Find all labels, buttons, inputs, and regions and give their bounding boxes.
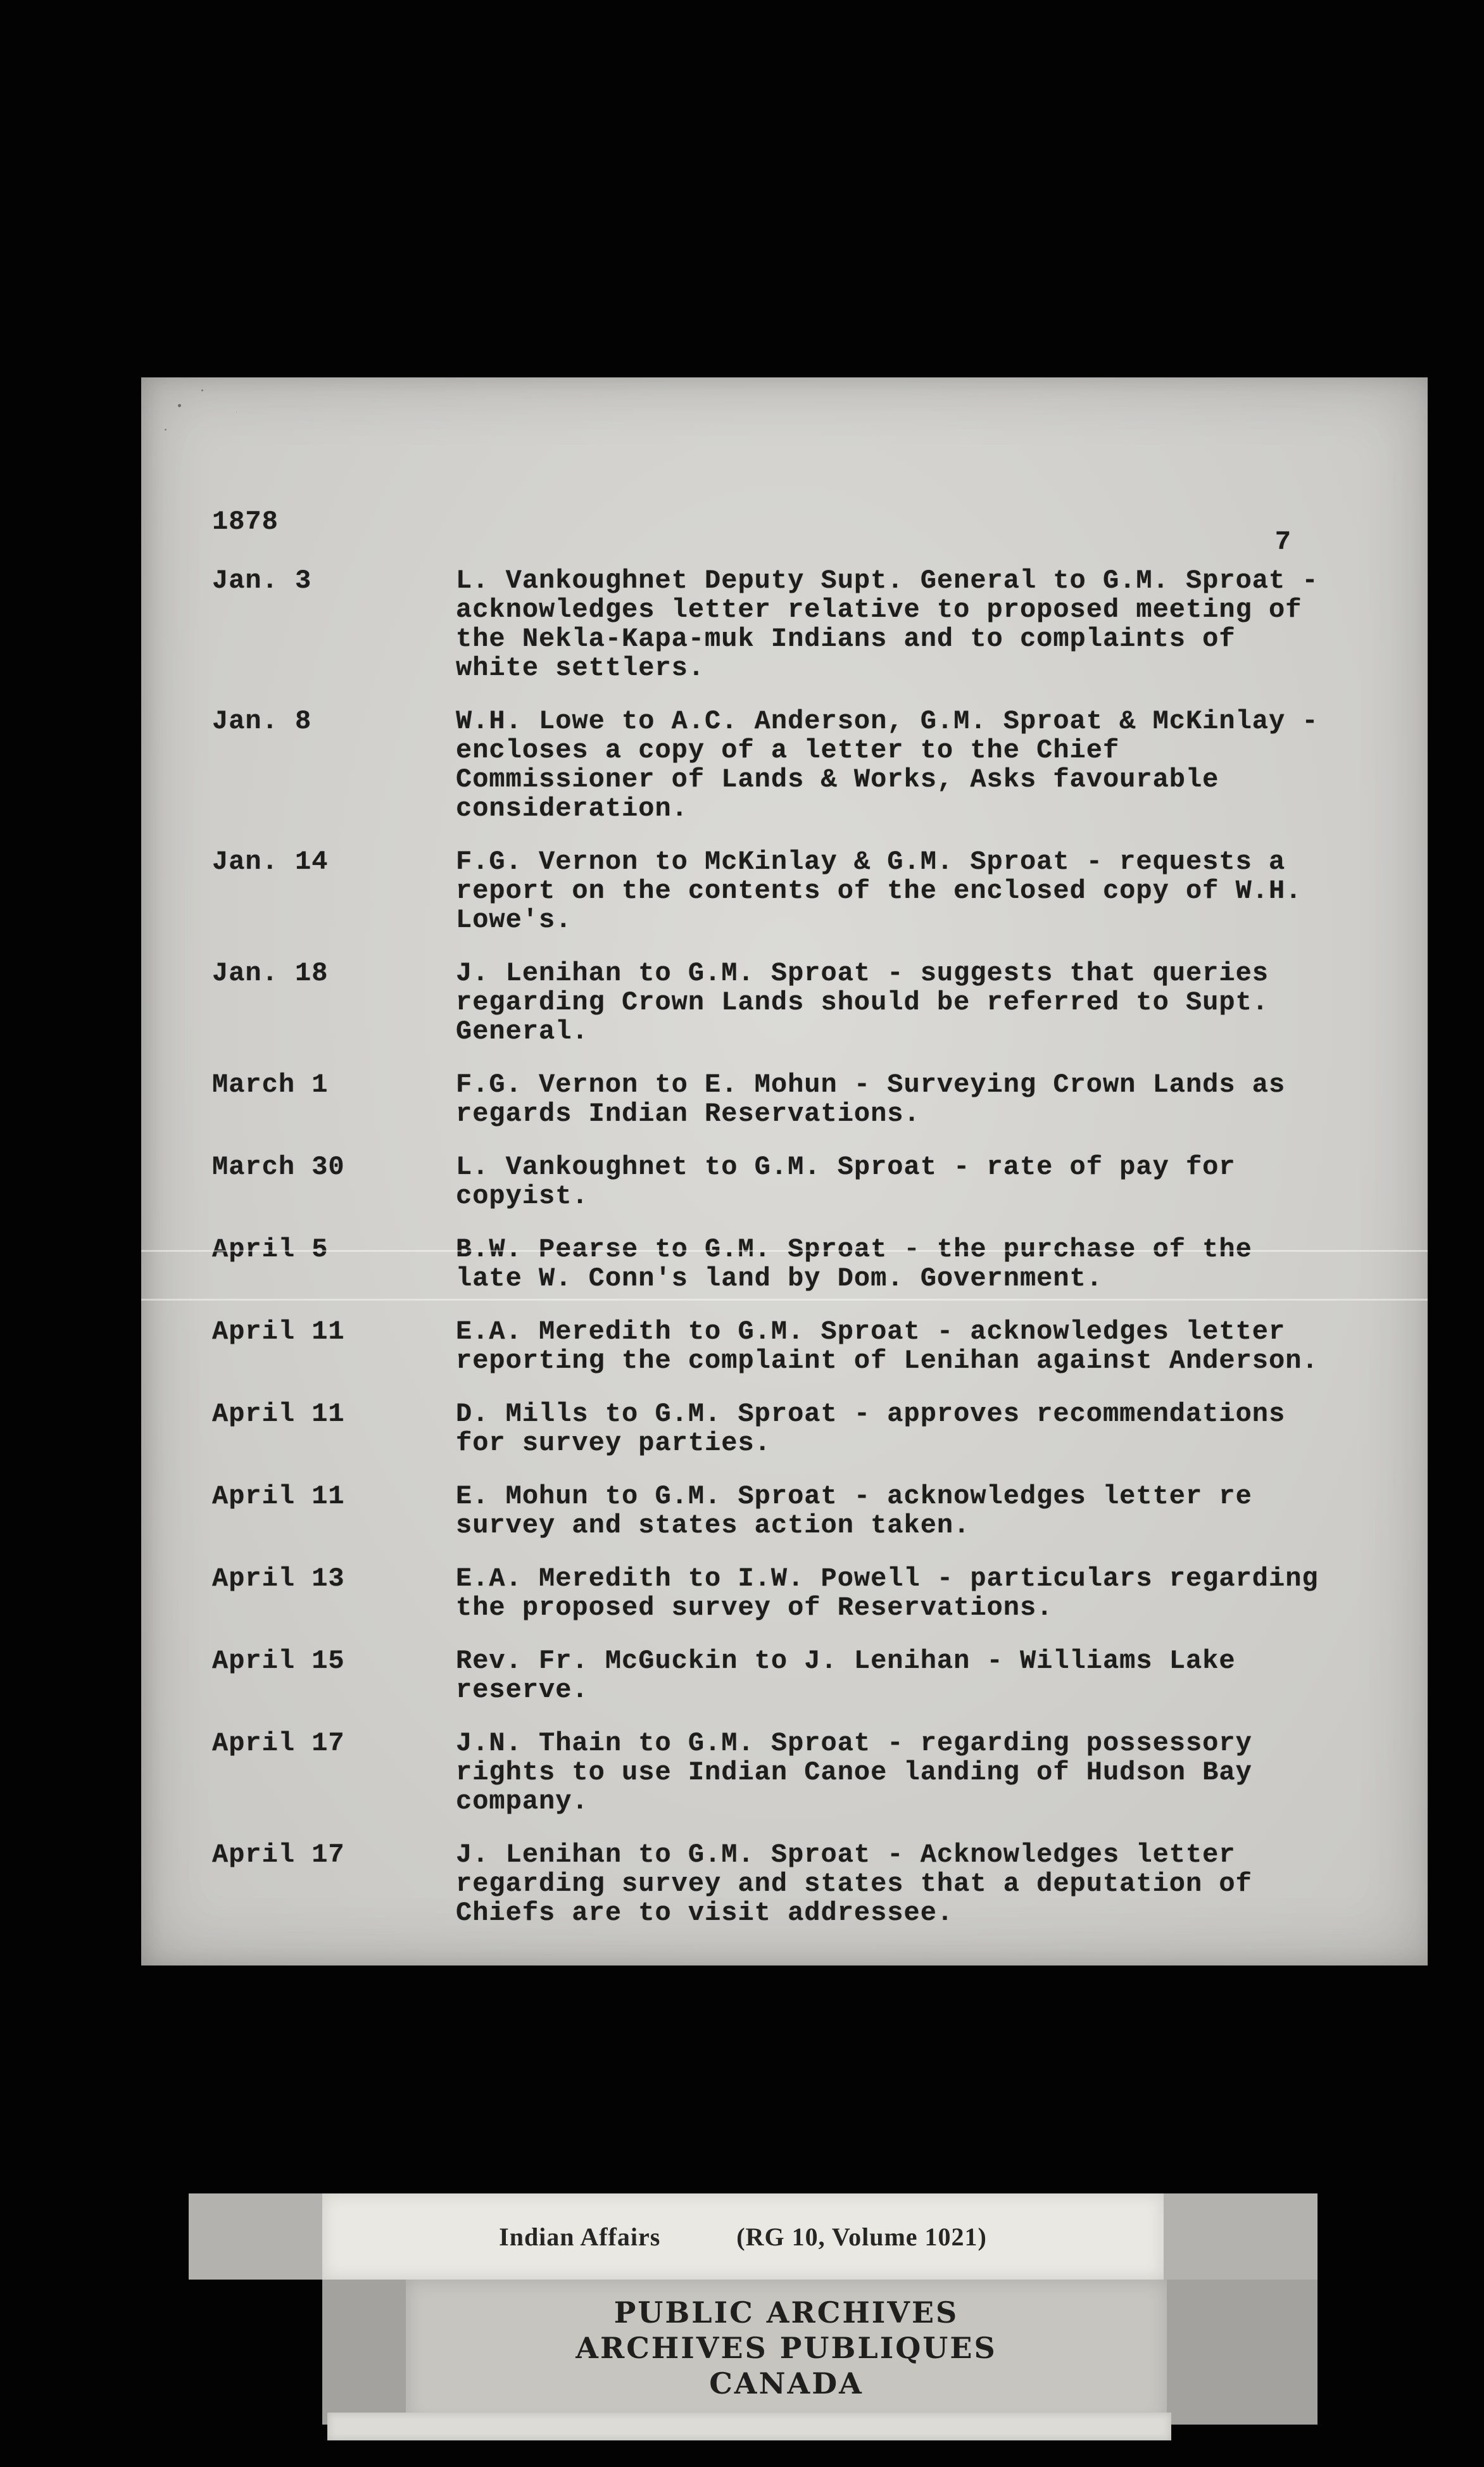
year-heading: 1878 bbox=[212, 507, 279, 537]
dust-specks bbox=[178, 404, 181, 407]
entry-date: April 13 bbox=[212, 1563, 345, 1594]
catalog-entry bbox=[212, 707, 1368, 823]
catalog-entry bbox=[212, 847, 1368, 935]
catalog-entry bbox=[212, 959, 1368, 1046]
document-page bbox=[141, 377, 1428, 1965]
page-header bbox=[212, 507, 1368, 557]
entry-date: April 5 bbox=[212, 1234, 329, 1265]
catalog-entry bbox=[212, 1399, 1368, 1458]
correspondence-entry-list bbox=[212, 566, 1368, 1928]
entry-date: Jan. 18 bbox=[212, 958, 329, 988]
catalog-entry bbox=[212, 1235, 1368, 1293]
catalog-entry bbox=[212, 1564, 1368, 1622]
entry-description: F.G. Vernon to McKinlay & G.M. Sproat - requests a report on the contents of the enclosed copy of W.H. Lowe's. bbox=[456, 847, 1302, 935]
entry-date: April 15 bbox=[212, 1646, 345, 1676]
entry-description: E.A. Meredith to I.W. Powell - particulars regarding the proposed survey of Reservations. bbox=[456, 1563, 1319, 1623]
entry-description: F.G. Vernon to E. Mohun - Surveying Crown Lands as regards Indian Reservations. bbox=[456, 1069, 1286, 1129]
archive-line: CANADA bbox=[709, 2366, 864, 2401]
entry-description: J.N. Thain to G.M. Sproat - regarding possessory rights to use Indian Canoe landing of Hudson Bay company. bbox=[456, 1728, 1252, 1817]
archive-label-strip bbox=[189, 2193, 1317, 2280]
catalog-entry bbox=[212, 1070, 1368, 1128]
entry-description: Rev. Fr. McGuckin to J. Lenihan - Williams Lake reserve. bbox=[456, 1646, 1236, 1705]
archive-stamp-strip bbox=[322, 2280, 1317, 2425]
catalog-entry bbox=[212, 1482, 1368, 1540]
entry-date: April 17 bbox=[212, 1839, 345, 1870]
entry-date: April 11 bbox=[212, 1481, 345, 1511]
archive-stamp-card bbox=[406, 2280, 1167, 2425]
entry-date: Jan. 14 bbox=[212, 847, 329, 877]
entry-description: J. Lenihan to G.M. Sproat - suggests that queries regarding Crown Lands should be referred to Supt. General. bbox=[456, 958, 1269, 1047]
collection-label-card bbox=[322, 2193, 1164, 2280]
reference-label: (RG 10, Volume 1021) bbox=[736, 2222, 987, 2251]
entry-description: E. Mohun to G.M. Sproat - acknowledges letter re survey and states action taken. bbox=[456, 1481, 1252, 1541]
entry-description: D. Mills to G.M. Sproat - approves recommendations for survey parties. bbox=[456, 1399, 1286, 1458]
catalog-entry bbox=[212, 1317, 1368, 1375]
entry-date: March 30 bbox=[212, 1152, 345, 1182]
entry-date: Jan. 3 bbox=[212, 565, 312, 596]
catalog-entry bbox=[212, 1840, 1368, 1928]
page-number: 7 bbox=[1274, 527, 1292, 557]
entry-description: J. Lenihan to G.M. Sproat - Acknowledges letter regarding survey and states that a deputation of Chiefs are to visit addressee. bbox=[456, 1839, 1252, 1928]
entry-description: B.W. Pearse to G.M. Sproat - the purchase of the late W. Conn's land by Dom. Government. bbox=[456, 1234, 1252, 1294]
collection-label: Indian Affairs bbox=[499, 2222, 661, 2251]
entry-date: April 11 bbox=[212, 1316, 345, 1347]
entry-date: Jan. 8 bbox=[212, 706, 312, 736]
entry-date: March 1 bbox=[212, 1069, 329, 1100]
entry-description: L. Vankoughnet Deputy Supt. General to G.M. Sproat - acknowledges letter relative to proposed meeting of the Nekla-Kapa-muk Indians and to complaints of white settlers. bbox=[456, 565, 1319, 683]
entry-description: W.H. Lowe to A.C. Anderson, G.M. Sproat & McKinlay - encloses a copy of a letter to the Chief Commissioner of Lands & Works, Asks favourable consideration. bbox=[456, 706, 1319, 824]
entry-description: E.A. Meredith to G.M. Sproat - acknowledges letter reporting the complaint of Lenihan against Anderson. bbox=[456, 1316, 1319, 1376]
label-strip-left-edge bbox=[189, 2193, 322, 2280]
entry-date: April 11 bbox=[212, 1399, 345, 1429]
archive-line: ARCHIVES PUBLIQUES bbox=[575, 2331, 997, 2365]
catalog-entry bbox=[212, 1646, 1368, 1705]
archive-line: PUBLIC ARCHIVES bbox=[613, 2295, 959, 2330]
label-strip-right-edge bbox=[1164, 2193, 1317, 2280]
catalog-entry bbox=[212, 1152, 1368, 1211]
entry-date: April 17 bbox=[212, 1728, 345, 1758]
catalog-entry bbox=[212, 1729, 1368, 1816]
entry-description: L. Vankoughnet to G.M. Sproat - rate of pay for copyist. bbox=[456, 1152, 1236, 1211]
film-edge-bar bbox=[327, 2413, 1171, 2440]
catalog-entry bbox=[212, 566, 1368, 683]
